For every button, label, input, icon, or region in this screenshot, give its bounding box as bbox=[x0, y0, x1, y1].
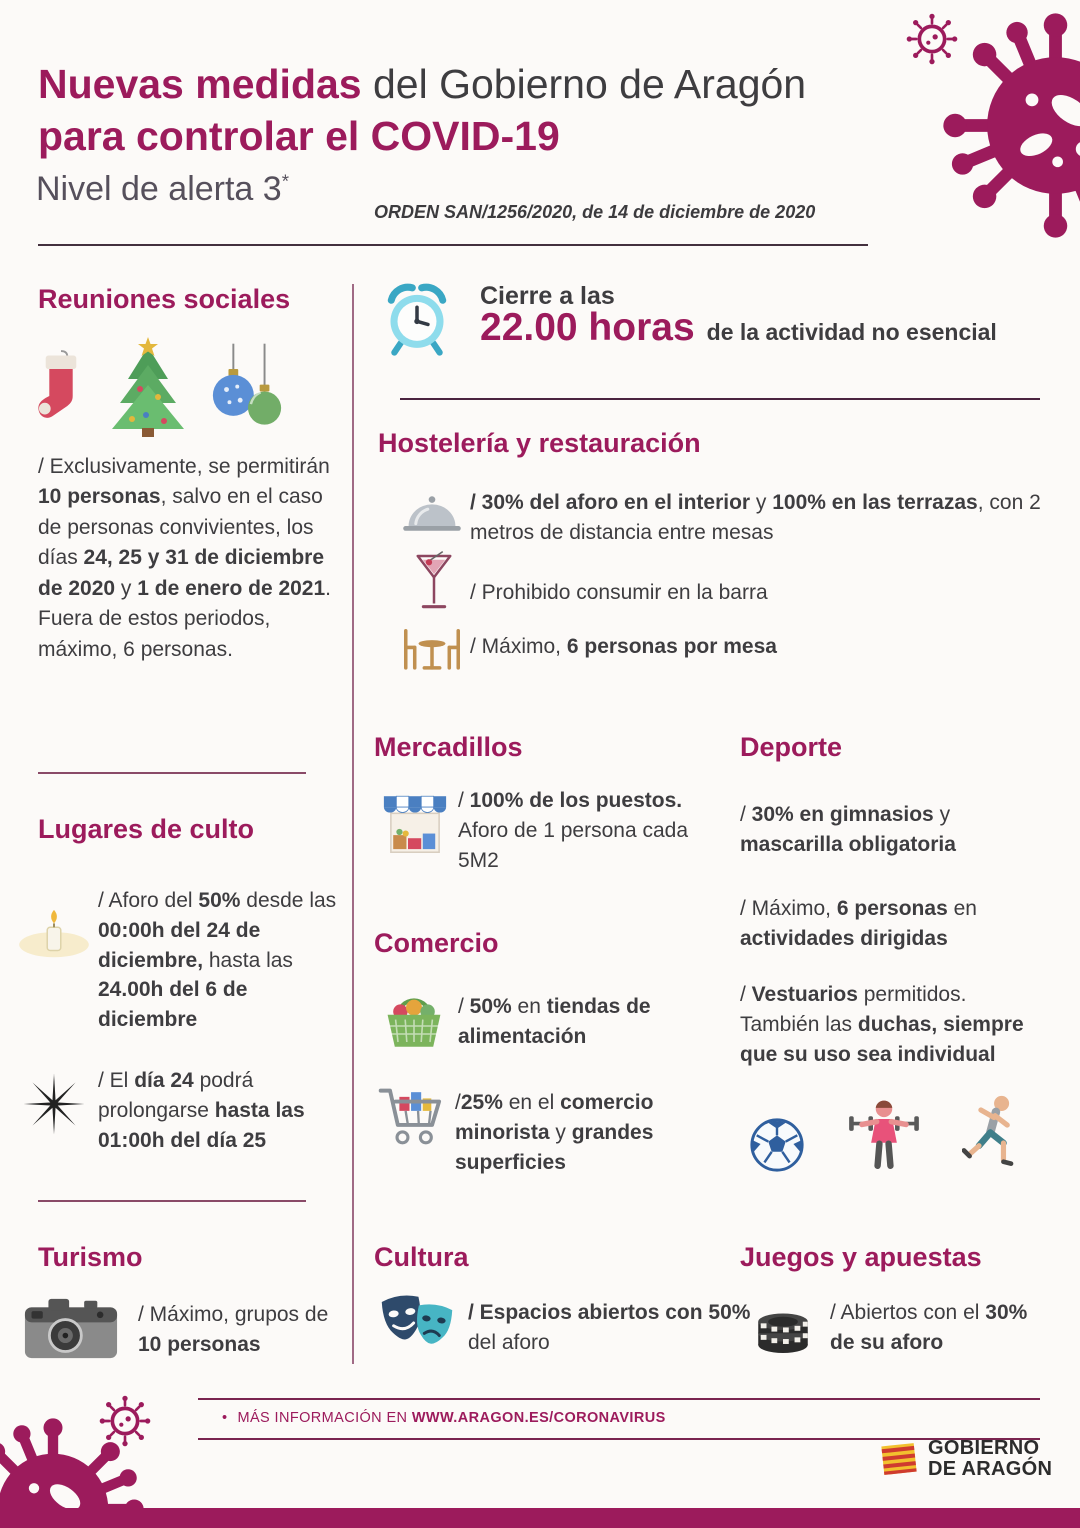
cocktail-icon bbox=[414, 540, 454, 622]
section-heading-comercio: Comercio bbox=[374, 928, 499, 958]
hosteleria-mesa-text: / Máximo, 6 personas por mesa bbox=[470, 635, 777, 658]
logo-line1: GOBIERNO bbox=[928, 1437, 1040, 1459]
virus-icon bbox=[938, 8, 1080, 243]
reuniones-text: / Exclusivamente, se permitirán 10 personas, salvo en el caso de personas convivientes, los días 24, 25 y 31 de diciembre de 2020 y 1 de enero de 2021. Fuera de estos periodos, máximo, 6 personas. bbox=[38, 455, 332, 661]
section-heading-juegos: Juegos y apuestas bbox=[740, 1242, 982, 1272]
section-heading-mercadillos: Mercadillos bbox=[374, 732, 523, 762]
culto-extension-text: / El día 24 podrá prolongarse hasta las 01:00h del día 25 bbox=[98, 1069, 305, 1152]
closure-time-row bbox=[480, 306, 997, 350]
juegos-text: / Abiertos con el 30% de su aforo bbox=[830, 1301, 1028, 1354]
order-reference: ORDEN SAN/1256/2020, de 14 de diciembre de 2020 bbox=[374, 202, 816, 222]
alarm-clock-icon bbox=[378, 280, 456, 358]
closure-scope-text: de la actividad no esencial bbox=[706, 319, 997, 345]
info-prefix-text: MÁS INFORMACIÓN EN bbox=[237, 1410, 412, 1426]
mercadillos-text: / 100% de los puestos. Aforo de 1 persona cada 5M2 bbox=[458, 789, 688, 872]
candle-icon bbox=[14, 906, 94, 964]
christmas-tree-icon bbox=[104, 336, 192, 438]
alert-level-text: Nivel de alerta 3 bbox=[36, 170, 282, 208]
market-stall-icon bbox=[380, 790, 450, 860]
alert-note-marker: * bbox=[281, 170, 289, 192]
section-heading-turismo: Turismo bbox=[38, 1242, 143, 1272]
alert-level bbox=[36, 170, 289, 209]
culto-aforo-text: / Aforo del 50% desde las 00:00h del 24 de diciembre, hasta las 24.00h del 6 de diciembre bbox=[98, 889, 337, 1032]
bottom-bar bbox=[0, 1508, 1080, 1528]
logo-line2: DE ARAGÓN bbox=[928, 1458, 1053, 1480]
divider bbox=[400, 398, 1040, 400]
theater-masks-icon bbox=[378, 1292, 458, 1356]
vertical-divider bbox=[352, 284, 354, 1364]
soccer-ball-icon bbox=[748, 1116, 806, 1174]
logo-text bbox=[928, 1438, 1052, 1480]
info-url-link[interactable]: WWW.ARAGON.ES/CORONAVIRUS bbox=[411, 1410, 666, 1426]
stocking-icon bbox=[34, 346, 88, 438]
comercio-alimentacion-text: / 50% en tiendas de alimentación bbox=[458, 995, 651, 1048]
aragon-flag-icon bbox=[878, 1438, 920, 1480]
table-chairs-icon bbox=[400, 626, 464, 674]
hosteleria-barra-text: / Prohibido consumir en la barra bbox=[470, 581, 768, 604]
cultura-text: / Espacios abiertos con 50% del aforo bbox=[468, 1301, 751, 1354]
section-heading-lugares-culto: Lugares de culto bbox=[38, 814, 255, 844]
ornaments-icon bbox=[208, 342, 286, 438]
turismo-text: / Máximo, grupos de 10 personas bbox=[138, 1303, 329, 1356]
shopping-cart-icon bbox=[376, 1080, 450, 1162]
info-bullet: • bbox=[222, 1410, 228, 1426]
christmas-icons-row bbox=[34, 334, 286, 438]
gobierno-aragon-logo bbox=[878, 1438, 1052, 1480]
divider bbox=[38, 772, 306, 774]
section-heading-cultura: Cultura bbox=[374, 1242, 469, 1272]
weightlifting-icon bbox=[846, 1096, 922, 1174]
deporte-vestuarios-text: / Vestuarios permitidos. También las duchas, siempre que su uso sea individual bbox=[740, 983, 1024, 1066]
section-heading-deporte: Deporte bbox=[740, 732, 843, 762]
serving-cloche-icon bbox=[402, 492, 462, 536]
deporte-personas-text: / Máximo, 6 personas en actividades dirigidas bbox=[740, 897, 977, 950]
closure-intro-text: Cierre a las bbox=[480, 282, 615, 310]
section-heading-hosteleria: Hostelería y restauración bbox=[378, 428, 701, 458]
runner-icon bbox=[962, 1094, 1028, 1174]
closure-time: 22.00 horas bbox=[480, 306, 695, 349]
deporte-gimnasios-text: / 30% en gimnasios y mascarilla obligatoria bbox=[740, 803, 956, 856]
food-basket-icon bbox=[378, 986, 450, 1050]
section-heading-reuniones: Reuniones sociales bbox=[38, 284, 291, 314]
star-icon bbox=[22, 1072, 86, 1136]
hosteleria-aforo-text: / 30% del aforo en el interior y 100% en las terrazas, con 2 metros de distancia entre mesas bbox=[470, 491, 1041, 544]
page-title: Nuevas medidas del Gobierno de Aragón para controlar el COVID-19 bbox=[38, 61, 807, 159]
header-divider bbox=[38, 244, 868, 246]
comercio-minorista-text: /25% en el comercio minorista y grandes superficies bbox=[455, 1091, 654, 1174]
poker-chips-icon bbox=[750, 1292, 816, 1358]
footer-divider-top bbox=[198, 1398, 1040, 1400]
divider bbox=[38, 1200, 306, 1202]
footer-info bbox=[222, 1410, 666, 1426]
camera-icon bbox=[24, 1296, 118, 1360]
sports-icons-row bbox=[748, 1094, 1028, 1174]
